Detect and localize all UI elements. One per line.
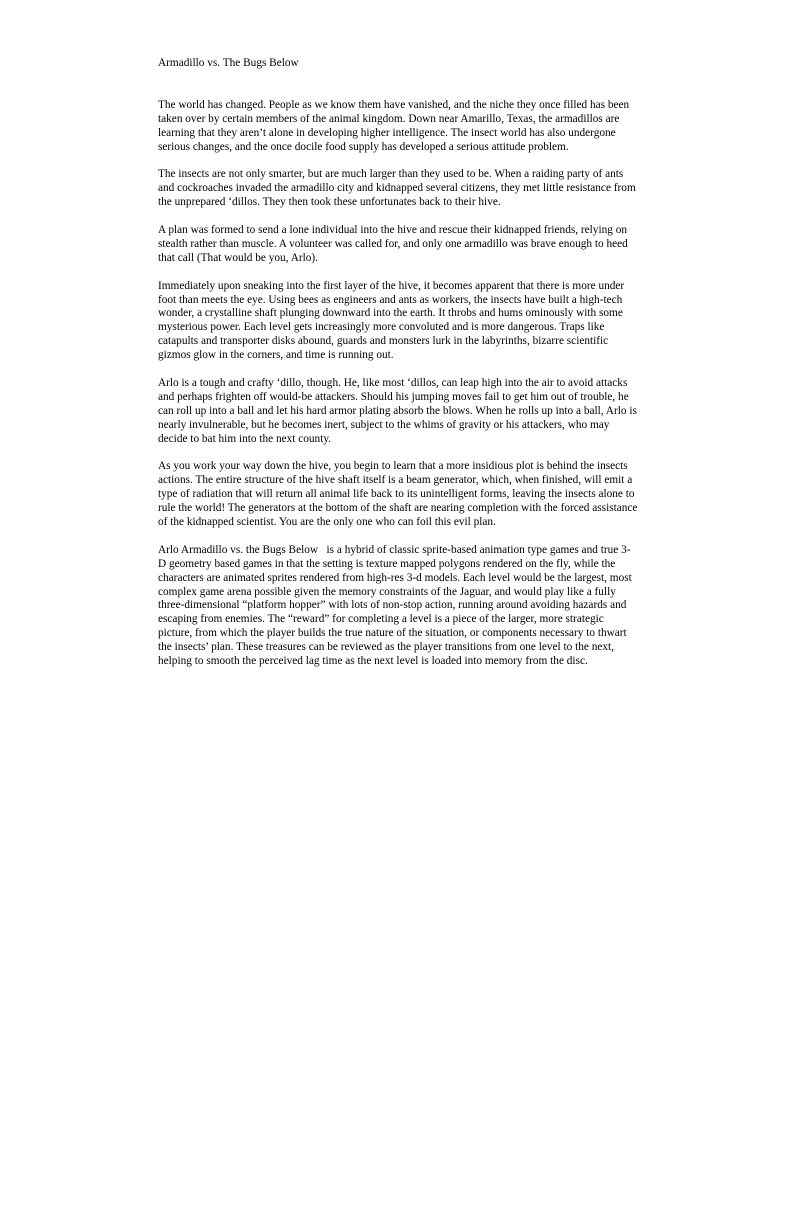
paragraph-2: The insects are not only smarter, but are much larger than they used to be. When a raiding party of ants and cockroaches invaded the armadillo city and kidnapped several citizens, they met little resistance from the unprepared ‘dillos. They then took these unfortunates back to their hive. xyxy=(158,168,639,209)
document-title: Armadillo vs. The Bugs Below xyxy=(158,57,299,69)
paragraph-5: Arlo is a tough and crafty ‘dillo, though. He, like most ‘dillos, can leap high into the air to avoid attacks and perhaps frighten off would-be attackers. Should his jumping moves fail to get him out of trouble, he can roll up into a ball and let his hard armor plating absorb the blows. When he rolls up into a ball, Arlo is nearly invulnerable, but he becomes inert, subject to the whims of gravity or his attackers, who may decide to bat him into the next county. xyxy=(158,376,640,445)
paragraph-1: The world has changed. People as we know them have vanished, and the niche they once filled has been taken over by certain members of the animal kingdom. Down near Amarillo, Texas, the armadillos are learning that they aren’t alone in developing higher intelligence. The insect world has also undergone serious changes, and the once docile food supply has developed a serious attitude problem. xyxy=(158,98,633,153)
paragraph-7: Arlo Armadillo vs. the Bugs Below is a hybrid of classic sprite-based animation type games and true 3-D geometry based games in that the setting is texture mapped polygons rendered on the fly, while the characters are animated sprites rendered from high-res 3-d models. Each level would be the largest, most complex game arena possible given the memory constraints of the Jaguar, and would play like a fully three-dimensional “platform hopper” with lots of non-stop action, running around avoiding hazards and escaping from enemies. The “reward” for completing a level is a piece of the larger, more strategic picture, from which the player builds the true nature of the situation, or components necessary to thwart the insects’ plan. These treasures can be reviewed as the player transitions from one level to the next, helping to smooth the perceived lag time as the next level is loaded into memory from the disc. xyxy=(158,543,635,668)
paragraph-6: As you work your way down the hive, you begin to learn that a more insidious plot is behind the insects actions. The entire structure of the hive shaft itself is a beam generator, which, when finished, will emit a type of radiation that will return all animal life back to its unintelligent forms, leaving the insects alone to rule the world! The generators at the bottom of the shaft are nearing completion with the forced assistance of the kidnapped scientist. You are the only one who can foil this evil plan. xyxy=(158,460,641,529)
paragraph-3: A plan was formed to send a lone individual into the hive and rescue their kidnapped friends, relying on stealth rather than muscle. A volunteer was called for, and only one armadillo was brave enough to heed that call (That would be you, Arlo). xyxy=(158,224,631,264)
paragraph-4: Immediately upon sneaking into the first layer of the hive, it becomes apparent that there is more under foot than meets the eye. Using bees as engineers and ants as workers, the insects have built a high-tech wonder, a crystalline shaft plunging downward into the earth. It throbs and hums ominously with some mysterious power. Each level gets increasingly more convoluted and is more dangerous. Traps like catapults and transporter disks abound, guards and monsters lurk in the labyrinths, bizarre scientific gizmos glow in the corners, and time is running out. xyxy=(158,279,627,362)
document-body xyxy=(158,57,641,683)
